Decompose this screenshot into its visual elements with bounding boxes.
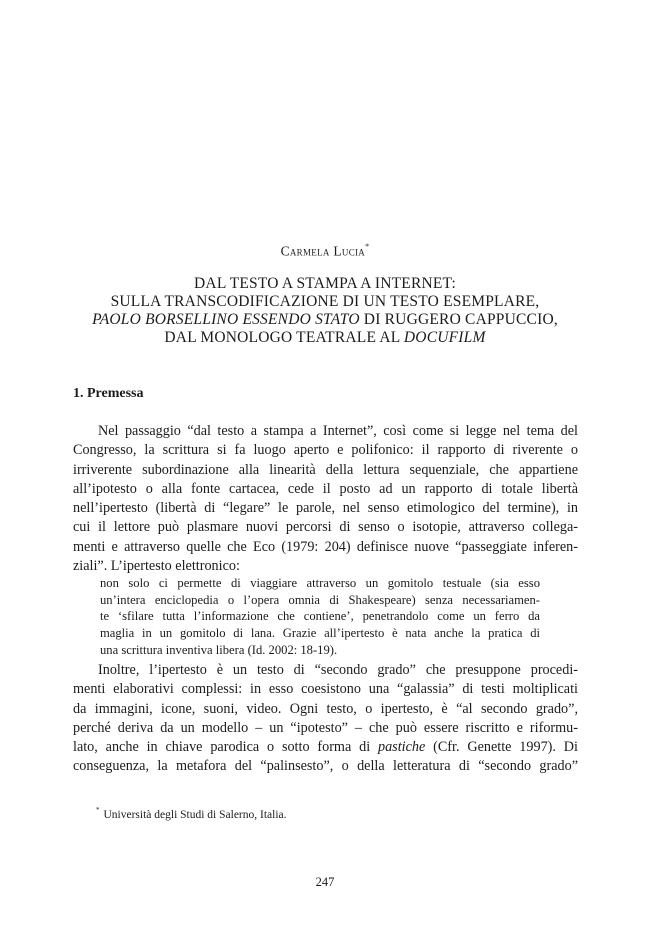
author-line <box>0 243 650 260</box>
footnote-marker: * <box>96 806 100 814</box>
title-line-4 <box>60 329 590 347</box>
author-footnote-marker: * <box>365 242 370 251</box>
footnote-text: Università degli Studi di Salerno, Italia. <box>103 808 287 821</box>
body-paragraph-2 <box>73 661 578 777</box>
paragraph-line: menti e attraverso quelle che Eco (1979: 204) definisce nuove “passeggiate inferen- <box>73 538 578 555</box>
title-line-1: DAL TESTO A STAMPA A INTERNET: <box>194 275 456 292</box>
title-line-3-rest: DI RUGGERO CAPPUCCIO, <box>359 311 558 328</box>
author-name: Carmela Lucia <box>280 243 366 259</box>
paragraph-line: perché deriva da un modello – un “ipotesto” – che può essere riscritto e riformu- <box>73 719 578 736</box>
block-quote <box>100 575 540 659</box>
quote-line: un’intera enciclopedia o l’opera omnia di Shakespeare) senza necessariamen- <box>100 592 540 607</box>
title-line-2: SULLA TRANSCODIFICAZIONE DI UN TESTO ESEMPLARE, <box>110 293 540 310</box>
paragraph-line: cui il lettore può plasmare nuovi percorsi di senso o isotopie, attraverso collega- <box>73 519 578 536</box>
line-5-start: lato, anche in chiave parodica o sotto forma di <box>73 739 378 756</box>
paragraph-line: menti elaborativi complessi: in esso coesistono una “galassia” di testi moltiplicati <box>73 681 578 698</box>
paragraph-line: ziali”. L’ipertesto elettronico: <box>73 558 240 575</box>
footnote <box>96 807 287 821</box>
section-heading: 1. Premessa <box>73 386 144 401</box>
title-work-italic: PAOLO BORSELLINO ESSENDO STATO <box>92 311 360 328</box>
paragraph-line: Inoltre, l’ipertesto è un testo di “secondo grado” che presuppone procedi- <box>98 662 578 678</box>
title-line-4-start: DAL MONOLOGO TEATRALE AL <box>164 329 404 346</box>
paragraph-line: da immagini, icone, suoni, video. Ogni testo, o ipertesto, è “al secondo grado”, <box>73 700 578 717</box>
paragraph-line: Nel passaggio “dal testo a stampa a Internet”, così come si legge nel tema del <box>98 423 578 439</box>
title-docufilm-italic: DOCUFILM <box>403 329 486 346</box>
paragraph-line: irriverente subordinazione alla linearità della lettura sequenziale, che appartiene <box>73 461 578 478</box>
article-title <box>60 275 590 347</box>
paragraph-line <box>73 738 578 757</box>
quote-line: te ‘sfilare tutta l’informazione che contiene’, penetrandolo come un ferro da <box>100 609 540 624</box>
paragraph-line: conseguenza, la metafora del “palinsesto”, o della letteratura di “secondo grado” <box>73 758 578 775</box>
line-5-end: (Cfr. Genette 1997). Di <box>425 739 578 756</box>
quote-line: maglia in un gomitolo di lana. Grazie all’ipertesto è nata anche la pratica di <box>100 626 540 641</box>
quote-line: una scrittura inventiva libera (Id. 2002: 18-19). <box>100 642 338 657</box>
pastiche-italic: pastiche <box>377 739 426 756</box>
paragraph-line: nell’ipertesto (libertà di “legare” le parole, nel senso etimologico del termine), in <box>73 500 578 517</box>
quote-line: non solo ci permette di viaggiare attraverso un gomitolo testuale (sia esso <box>100 576 540 590</box>
title-line-3 <box>60 311 590 329</box>
paragraph-line: Congresso, la scrittura si fa luogo aperto e polifonico: il rapporto di riverente o <box>73 442 578 459</box>
paragraph-line: all’ipotesto o alla fonte cartacea, cede il posto ad un rapporto di totale libertà <box>73 480 578 497</box>
page-number: 247 <box>315 875 335 889</box>
body-paragraph-1 <box>73 422 578 576</box>
